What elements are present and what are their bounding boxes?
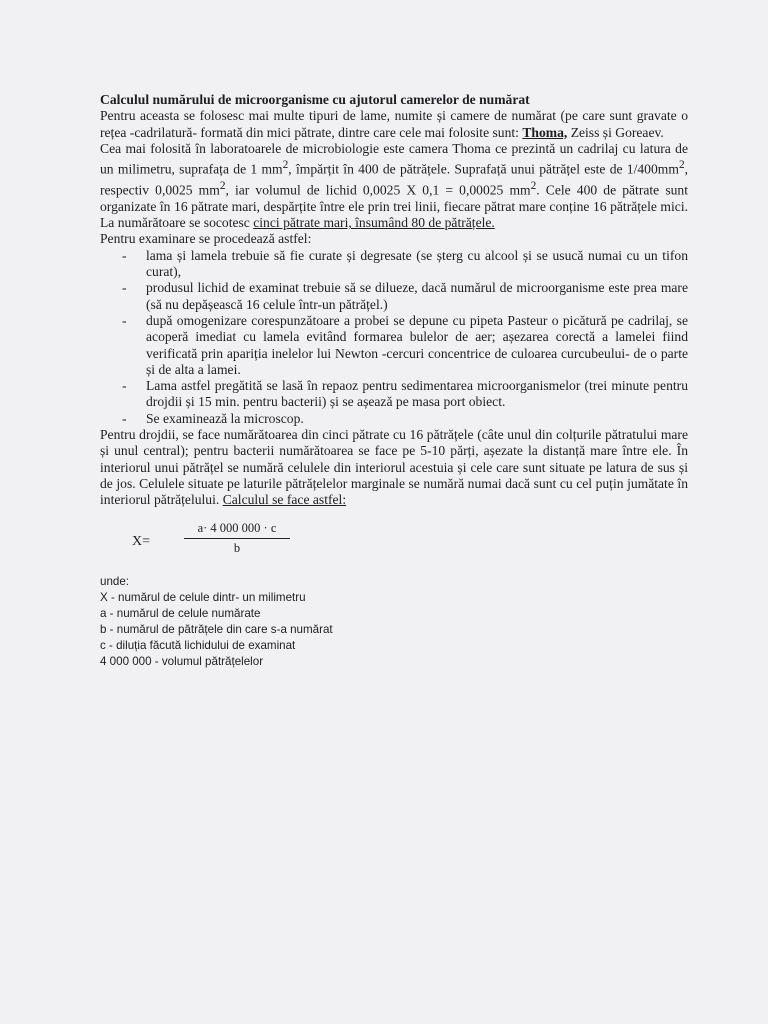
list-marker: - [122,378,127,394]
formula [100,520,688,570]
intro-text: Pentru aceasta se folosesc mai multe tipuri de lame, numite și camere de numărat (pe care sunt gravate o rețea -cadrilatură- formată din mici pătrate, dintre care cele mai folosite sunt: [100,108,688,140]
legend-heading: unde: [100,575,130,589]
formula-lhs: X= [132,534,151,550]
list-marker: - [122,410,127,426]
superscript: 2 [678,159,685,172]
step-text: Se examinează la microscop. [146,410,304,426]
step-text: Lama astfel pregătită se lasă în repaoz pentru sedimentarea microorganismelor (trei minute pentru drojdii și 15 min. pentru bacterii) și se așează pe masa port obiect. [146,378,688,410]
thoma-description: . Cele 400 de pătrate sunt organizate în 16 pătrate mari, despărțite între ele prin trei linii, fiecare pătrat mare conține 16 pătrățele mici. La numărătoare se socotesc [100,182,688,231]
intro-text-end: Zeiss și Goreaev. [567,124,664,140]
formula-legend [100,574,688,670]
legend-item: X - numărul de celule dintr- un milimetru [100,591,306,605]
formula-denominator: b [233,540,241,555]
list-marker: - [122,280,127,296]
formula-numerator: a· 4 000 000 · c [184,520,290,538]
list-item [100,248,688,281]
thoma-description: Cea mai folosită în laboratoarele de microbiologie este camera Thoma ce prezintă un cadrilaj cu latura de un milimetru, suprafața de 1 mm [100,140,688,177]
superscript: 2 [530,180,537,193]
superscript: 2 [282,159,289,172]
thoma-term: Thoma, [522,124,568,140]
list-item [100,411,688,427]
step-text: lama și lamela trebuie să fie curate și degresate (se șterg cu alcool și se usucă numai cu un tifon curat), [146,247,688,280]
procedure-steps [100,248,688,427]
list-marker: - [122,312,127,328]
intro-paragraph-1 [100,108,688,141]
step-text: după omogenizare corespunzătoare a probei se depune cu pipeta Pasteur o picătură pe cadrilaj, se acoperă imediat cu lamela evitând formarea bulelor de aer; așezarea corectă a lamelei fiind verificată prin apariția inelelor lui Newton -cercuri concentrice de culoarea curcubeului- de o parte și de alta a lamei. [146,312,688,377]
counting-text: Pentru drojdii, se face numărătoarea din cinci pătrate cu 16 pătrățele (câte unul din colțurile pătratului mare și unul central); pentru bacterii numărătoarea se face pe 5-10 părți, așezate la distanță mare între ele. În interiorul unui pătrățel se numără celulele din interiorul acestuia și cele care sunt situate pe latura de sus și de jos. Celulele situate pe laturile pătrățelelor marginale se numără numai dacă sunt cu cel puțin jumătate în interiorul pătrățelului. [100,427,688,508]
calculation-intro: Calculul se face astfel: [222,492,347,508]
thoma-description: , respectiv 0,0025 mm [100,161,689,198]
list-marker: - [122,247,127,263]
list-item [100,280,688,313]
procedure-intro: Pentru examinare se procedează astfel: [100,231,312,247]
thoma-description: , iar volumul de lichid 0,0025 X 0,1 = 0,00025 mm [225,182,531,198]
legend-item: 4 000 000 - volumul pătrățelelor [100,655,264,669]
legend-item: b - numărul de pătrățele din care s-a numărat [100,623,333,637]
legend-item: c - diluția făcută lichidului de examinat [100,639,296,653]
formula-fraction [184,520,290,556]
superscript: 2 [219,180,226,193]
step-text: produsul lichid de examinat trebuie să se dilueze, dacă numărul de microorganisme este prea mare (să nu depășească 16 celule într-un pătrățel.) [146,280,688,312]
list-item [100,313,688,378]
document-title: Calculul numărului de microorganisme cu ajutorul camerelor de numărat [100,92,530,107]
counting-note: cinci pătrate mari, însumând 80 de pătrățele. [253,215,495,231]
document-body [100,92,688,670]
intro-paragraph-2 [100,141,688,232]
legend-item: a - numărul de celule numărate [100,607,261,621]
list-item [100,378,688,411]
thoma-description: , împărțit în 400 de pătrățele. Suprafață unui pătrățel este de 1/400mm [288,161,679,177]
counting-paragraph [100,427,688,508]
